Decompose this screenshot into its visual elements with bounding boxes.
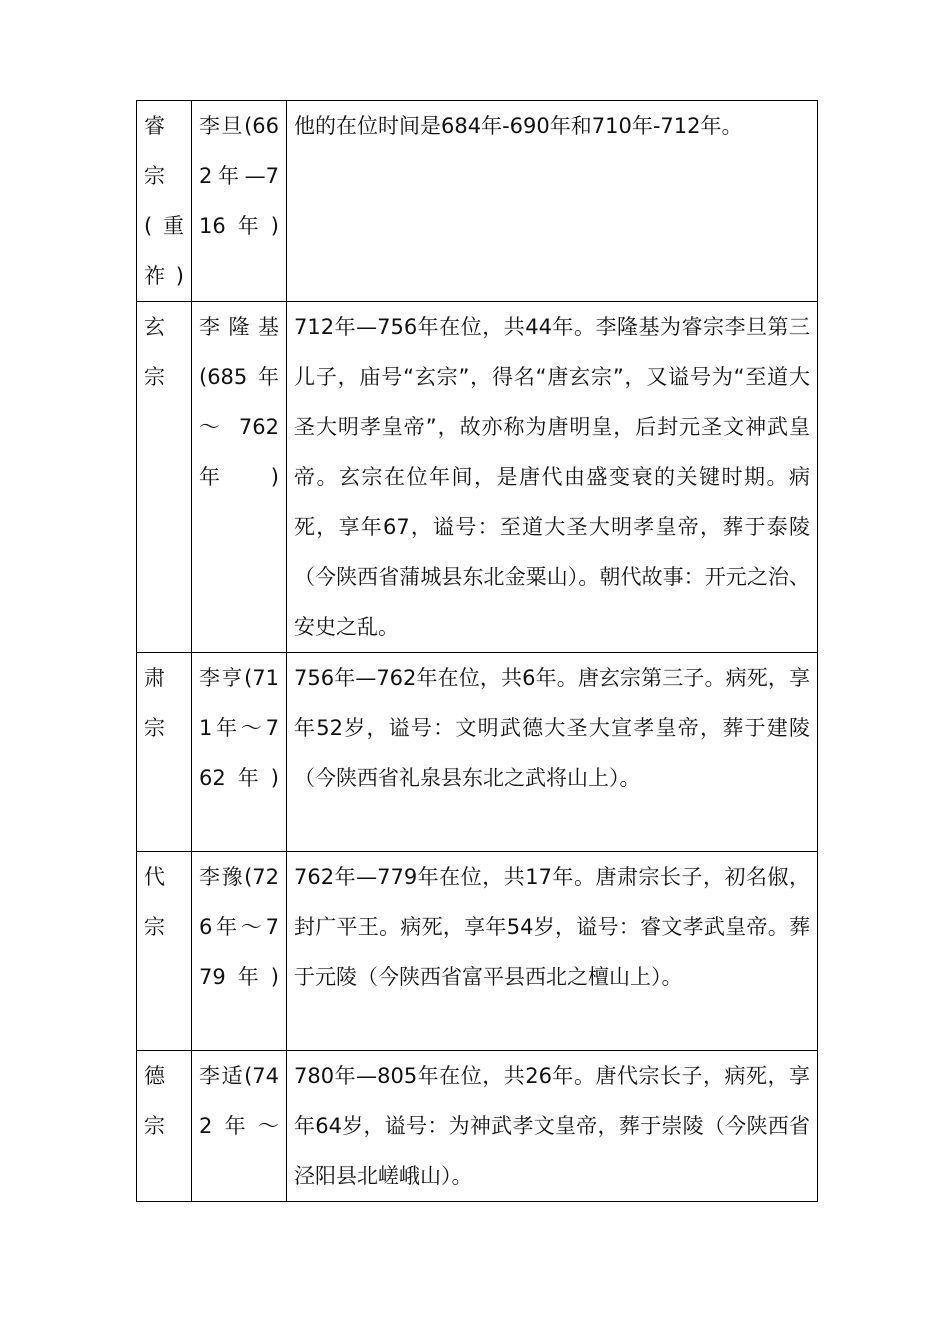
- emperor-name: 李隆基(685年～762年): [199, 315, 279, 489]
- emperor-name-cell: [192, 852, 287, 1051]
- reign-description: 712年—756年在位，共44年。李隆基为睿宗李旦第三儿子，庙号“玄宗”，得名“唐玄宗”，又谥号为“至道大圣大明孝皇帝”，故亦称为唐明皇，后封元圣文神武皇帝。玄宗在位年间，是唐代由盛变衰的关键时期。病死，享年67，谥号：至道大圣大明孝皇帝，葬于泰陵（今陕西省蒲城县东北金粟山）。朝代故事：开元之治、安史之乱。: [294, 315, 810, 639]
- emperor-name-cell: [192, 302, 287, 653]
- temple-name-cell: [137, 302, 192, 653]
- emperor-name: 李旦(662年—716年): [199, 114, 279, 238]
- reign-description: 780年—805年在位，共26年。唐代宗长子，病死，享年64岁，谥号：为神武孝文皇帝，葬于崇陵（今陕西省泾阳县北嵯峨山）。: [294, 1064, 810, 1188]
- temple-name: 玄宗: [144, 315, 165, 389]
- temple-name: 德宗: [144, 1064, 165, 1138]
- temple-name-cell: [137, 1051, 192, 1202]
- reign-description-cell: [287, 1051, 818, 1202]
- emperor-table: [136, 100, 818, 1202]
- table-row: [137, 1051, 818, 1202]
- temple-name: 睿宗(重祚): [144, 114, 184, 288]
- table-row: [137, 852, 818, 1051]
- emperor-name: 李适(742年～: [199, 1064, 279, 1138]
- table-row: [137, 302, 818, 653]
- table-row: [137, 653, 818, 852]
- reign-description-cell: [287, 852, 818, 1051]
- temple-name: 代宗: [144, 865, 165, 939]
- emperor-name: 李豫(726年～779年): [199, 865, 279, 989]
- reign-description-cell: [287, 101, 818, 302]
- reign-description: 756年—762年在位，共6年。唐玄宗第三子。病死，享年52岁，谥号：文明武德大圣大宣孝皇帝，葬于建陵（今陕西省礼泉县东北之武将山上）。: [294, 666, 810, 790]
- emperor-name-cell: [192, 101, 287, 302]
- temple-name-cell: [137, 101, 192, 302]
- temple-name: 肃宗: [144, 666, 165, 740]
- reign-description: 他的在位时间是684年-690年和710年-712年。: [294, 114, 743, 138]
- reign-description: 762年—779年在位，共17年。唐肃宗长子，初名俶，封广平王。病死，享年54岁，谥号：睿文孝武皇帝。葬于元陵（今陕西省富平县西北之檀山上）。: [294, 865, 810, 989]
- emperor-name-cell: [192, 653, 287, 852]
- temple-name-cell: [137, 852, 192, 1051]
- emperor-name: 李亨(711年～762年): [199, 666, 279, 790]
- emperor-name-cell: [192, 1051, 287, 1202]
- table-row: [137, 101, 818, 302]
- reign-description-cell: [287, 653, 818, 852]
- temple-name-cell: [137, 653, 192, 852]
- reign-description-cell: [287, 302, 818, 653]
